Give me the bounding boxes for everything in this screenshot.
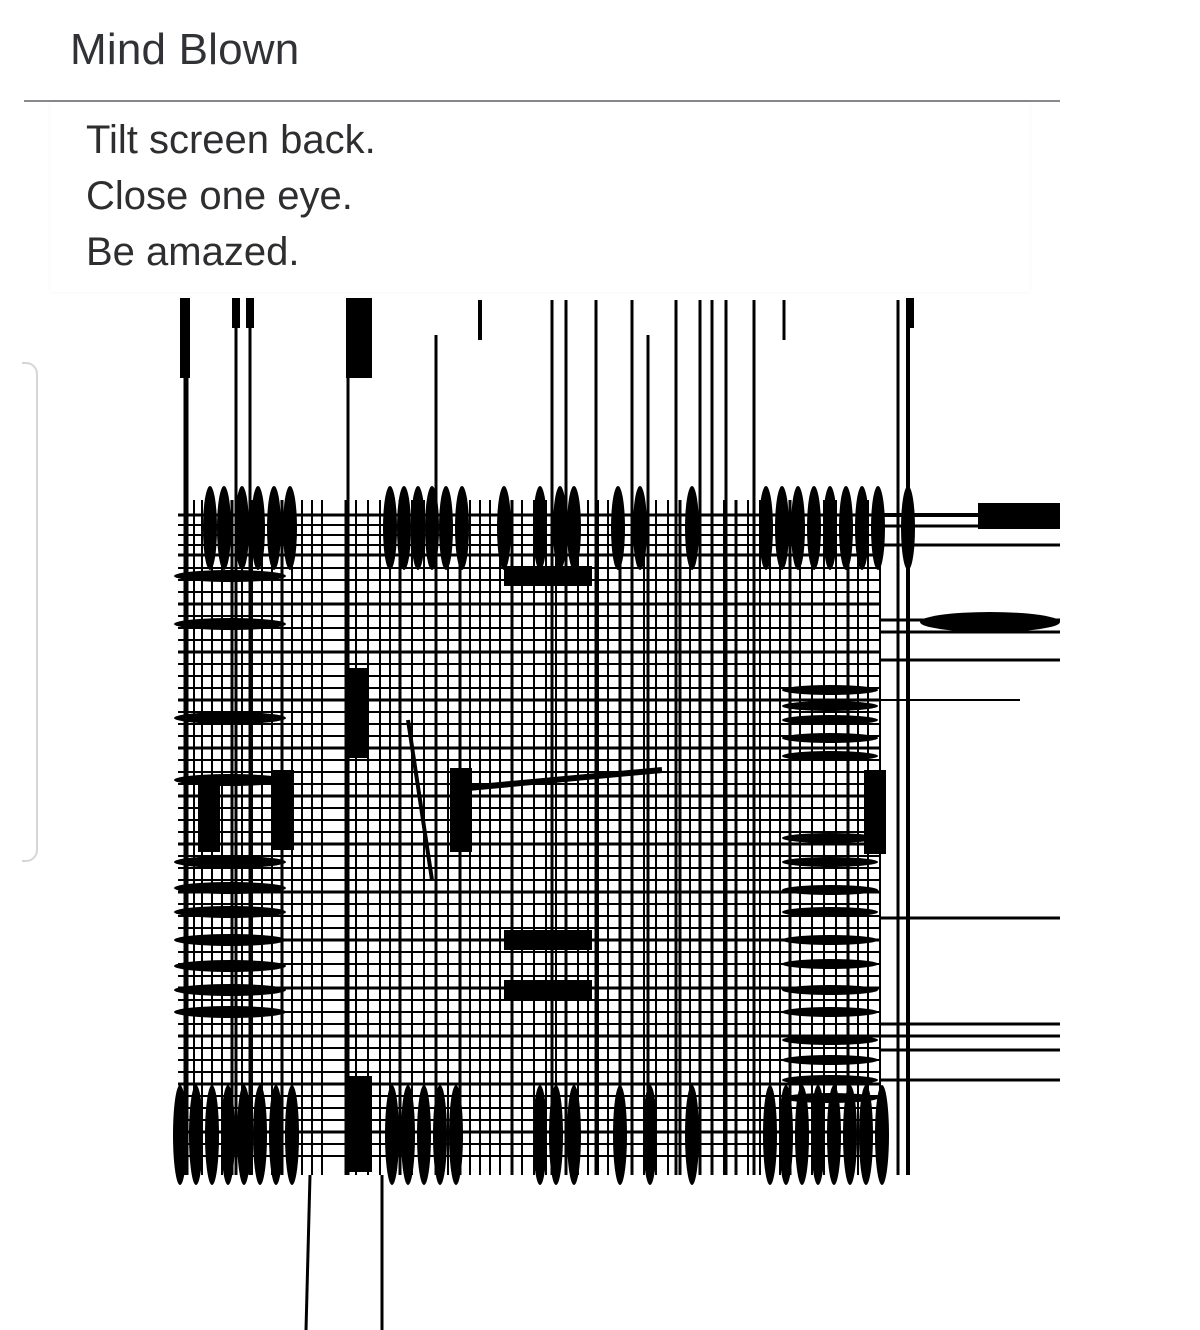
illusion-blob [782,1007,878,1017]
illusion-blob [253,1085,267,1185]
illusion-blob [174,934,286,946]
illusion-blob [217,486,231,570]
illusion-blob [782,1093,878,1103]
illusion-blob [174,570,286,582]
illusion-blob [497,486,511,570]
illusion-blob [383,486,397,570]
illusion-blob [189,1085,203,1185]
illusion-blob [549,1085,563,1185]
illusion-blob [411,486,425,570]
illusion-blob [782,1075,878,1085]
illusion-blob [285,1085,299,1185]
illusion-blob [267,486,281,570]
illusion-blob [439,486,453,570]
illusion-blob [782,985,878,995]
illusion-blob [759,486,773,570]
illusion-blob [174,712,286,724]
illusion-blob [533,1085,547,1185]
illusion-blob [174,984,286,996]
illusion-blob [425,486,439,570]
illusion-blob [203,486,217,570]
illusion-blob [871,486,885,570]
instruction-line-1: Tilt screen back. [86,118,376,162]
illusion-blob [611,486,625,570]
illusion-blob [807,486,821,570]
illusion-block [232,298,240,328]
illusion-block [450,768,472,852]
illusion-blob [449,1085,463,1185]
illusion-blob [237,1085,251,1185]
illusion-blob [205,1085,219,1185]
illusion-blob [433,1085,447,1185]
illusion-block [504,980,592,1000]
illusion-blob [553,486,567,570]
illusion-blob [791,486,805,570]
illusion-blob [455,486,469,570]
illusion-blob [174,1006,286,1018]
illusion-blob [782,833,878,843]
illusion-block [180,298,190,378]
illusion-blob [174,774,286,786]
illusion-blob [221,1085,235,1185]
illusion-block [198,782,220,852]
illusion-blob [401,1085,415,1185]
illusion-blob [173,1085,187,1185]
illusion-blob [283,486,297,570]
illusion-blob [174,856,286,868]
illusion-blob [269,1085,283,1185]
illusion-block [504,566,592,586]
illusion-blob [533,486,547,570]
illusion-block [864,770,886,854]
illusion-blob [397,486,411,570]
illusion-stroke [306,1175,310,1330]
illusion-block [346,668,368,758]
illusion-block [272,770,294,850]
illusion-blob [567,486,581,570]
illusion-block [978,503,1060,529]
illusion-blob [174,618,286,630]
instruction-line-3: Be amazed. [86,230,300,274]
illusion-blob [823,486,837,570]
illusion-blob [782,701,878,711]
illusion-blob [685,1085,699,1185]
illusion-blob [782,959,878,969]
illusion-blob [839,486,853,570]
illusion-block [504,930,592,950]
illusion-block [246,298,254,328]
illusion-block [346,298,372,378]
illusion-blob [782,751,878,761]
illusion-blob [174,906,286,918]
illusion-blob [417,1085,431,1185]
illusion-blob [782,733,878,743]
illusion-blob [782,907,878,917]
illusion-blob [643,1085,657,1185]
illusion-block [346,1076,372,1172]
illusion-blob [855,486,869,570]
illusion-blob [633,486,647,570]
illusion-blob [782,685,878,695]
illusion-blob [235,486,249,570]
illusion-blob [901,486,915,570]
illusion-blob [174,960,286,972]
illusion-blob [782,935,878,945]
illusion-blob [174,882,286,894]
illusion-blob [782,715,878,725]
illusion-blob [920,612,1060,632]
illusion-blob [782,1055,878,1065]
illusion-blob [613,1085,627,1185]
illusion-blob [385,1085,399,1185]
illusion-block [906,298,914,328]
page-title: Mind Blown [70,25,300,74]
illusion-blob [782,857,878,867]
illusion-blob [763,1085,777,1185]
illusion-blob [685,486,699,570]
illusion-blob [775,486,789,570]
illusion-blob [782,1035,878,1045]
illusion-blob [782,885,878,895]
illusion-blob [567,1085,581,1185]
instruction-line-2: Close one eye. [86,174,353,218]
illusion-blob [251,486,265,570]
illusion-blob [875,1085,889,1185]
